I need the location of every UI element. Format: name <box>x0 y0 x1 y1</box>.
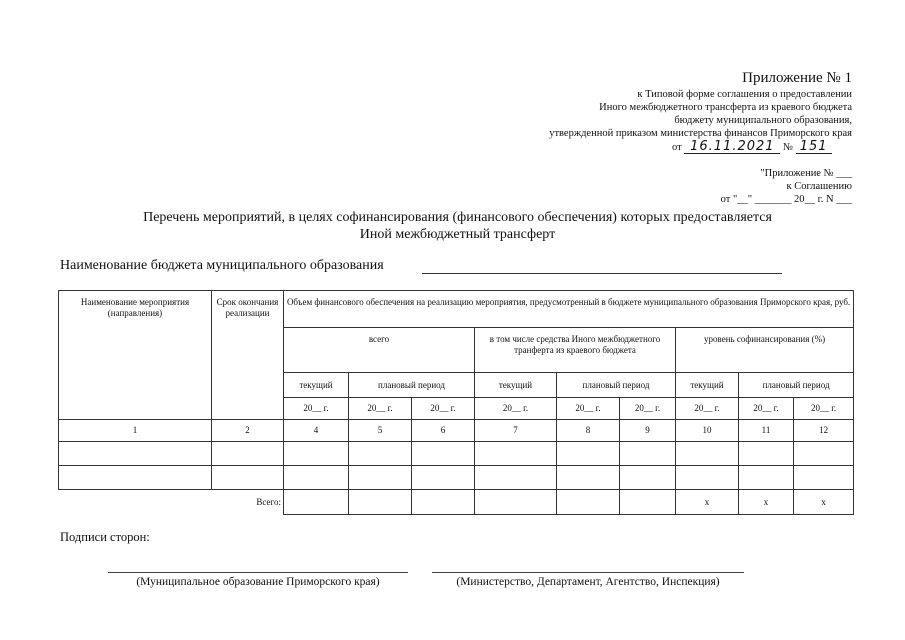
document-title <box>60 209 855 243</box>
x-mark: х <box>676 490 739 515</box>
approval-date-row <box>672 140 832 154</box>
appendix-line-4: утвержденной приказом министерства финансов Приморского края <box>549 128 852 139</box>
appendix-line-1: к Типовой форме соглашения о предоставлении <box>637 89 852 100</box>
header-year: 20__ г. <box>412 398 475 420</box>
header-year: 20__ г. <box>676 398 739 420</box>
table-cell[interactable] <box>349 490 412 515</box>
total-row <box>59 490 854 515</box>
table-cell[interactable] <box>620 490 676 515</box>
table-cell[interactable] <box>557 466 620 490</box>
appendix-line-3: бюджету муниципального образования, <box>674 115 852 126</box>
column-number: 10 <box>676 420 739 442</box>
header-group-total: всего <box>284 328 475 373</box>
table-cell[interactable] <box>412 466 475 490</box>
agreement-appendix-line: "Приложение № ___ <box>760 168 852 179</box>
header-event-name: Наименование мероприятия (направления) <box>59 291 212 420</box>
signature-left-caption: (Муниципальное образование Приморского края) <box>136 576 380 588</box>
table-cell[interactable] <box>676 442 739 466</box>
header-year: 20__ г. <box>475 398 557 420</box>
header-year: 20__ г. <box>284 398 349 420</box>
column-number: 1 <box>59 420 212 442</box>
signature-right-caption: (Министерство, Департамент, Агентство, Инспекция) <box>456 576 720 588</box>
table-cell[interactable] <box>59 466 212 490</box>
column-number: 11 <box>739 420 794 442</box>
table-cell[interactable] <box>59 442 212 466</box>
table-cell[interactable] <box>212 442 284 466</box>
table-cell[interactable] <box>284 442 349 466</box>
header-year: 20__ г. <box>739 398 794 420</box>
table-cell[interactable] <box>412 490 475 515</box>
agreement-appendix-block <box>592 167 852 206</box>
budget-name-row <box>60 258 384 274</box>
header-deadline: Срок окончания реализации <box>212 291 284 420</box>
signature-line-left <box>108 572 408 573</box>
appendix-title: Приложение № 1 <box>742 70 852 86</box>
table-cell[interactable] <box>620 442 676 466</box>
column-number: 8 <box>557 420 620 442</box>
table-cell[interactable] <box>739 466 794 490</box>
header-year: 20__ г. <box>794 398 854 420</box>
column-number: 12 <box>794 420 854 442</box>
table-cell[interactable] <box>475 442 557 466</box>
column-number: 6 <box>412 420 475 442</box>
budget-name-field <box>422 273 782 274</box>
table-cell[interactable] <box>794 442 854 466</box>
appendix-line-2: Иного межбюджетного трансферта из краевого бюджета <box>599 102 852 113</box>
title-line-1: Перечень мероприятий, в целях софинансирования (финансового обеспечения) которых предоставляется <box>143 210 772 225</box>
number-prefix: № <box>782 142 793 153</box>
column-number: 2 <box>212 420 284 442</box>
title-line-2: Иной межбюджетный трансферт <box>359 227 556 242</box>
header-financing-volume: Объем финансового обеспечения на реализацию мероприятия, предусмотренный в бюджете муниципального образования Приморского края, руб. <box>284 291 854 328</box>
events-table <box>58 290 854 515</box>
table-cell[interactable] <box>212 466 284 490</box>
appendix-description <box>432 88 852 140</box>
signatures-label: Подписи сторон: <box>60 530 150 544</box>
column-number-row <box>59 420 854 442</box>
table-cell[interactable] <box>739 442 794 466</box>
table-cell[interactable] <box>794 466 854 490</box>
header-group-transfer: в том числе средства Иного межбюджетного транферта из краевого бюджета <box>475 328 676 373</box>
agreement-date-line: от "__" _______ 20__ г. N ___ <box>720 194 852 205</box>
column-number: 9 <box>620 420 676 442</box>
approval-date: 16.11.2021 <box>684 140 780 154</box>
table-row <box>59 442 854 466</box>
table-cell[interactable] <box>475 466 557 490</box>
table-cell[interactable] <box>676 466 739 490</box>
table-cell[interactable] <box>284 490 349 515</box>
header-year: 20__ г. <box>557 398 620 420</box>
header-group-level: уровень софинансирования (%) <box>676 328 854 373</box>
table-header-row-1 <box>59 291 854 328</box>
table-cell[interactable] <box>412 442 475 466</box>
total-label: Всего: <box>59 490 284 515</box>
column-number: 4 <box>284 420 349 442</box>
header-year: 20__ г. <box>349 398 412 420</box>
header-year: 20__ г. <box>620 398 676 420</box>
header-planned: плановый период <box>557 373 676 398</box>
header-current: текущий <box>284 373 349 398</box>
agreement-line: к Соглашению <box>786 181 852 192</box>
header-planned: плановый период <box>739 373 854 398</box>
signature-line-right <box>432 572 744 573</box>
table-cell[interactable] <box>349 442 412 466</box>
date-prefix: от <box>672 142 682 153</box>
table-cell[interactable] <box>349 466 412 490</box>
table-row <box>59 466 854 490</box>
approval-number: 151 <box>796 140 832 154</box>
column-number: 7 <box>475 420 557 442</box>
header-current: текущий <box>676 373 739 398</box>
x-mark: х <box>739 490 794 515</box>
column-number: 5 <box>349 420 412 442</box>
table-cell[interactable] <box>475 490 557 515</box>
table-cell[interactable] <box>620 466 676 490</box>
x-mark: х <box>794 490 854 515</box>
table-cell[interactable] <box>557 442 620 466</box>
table-cell[interactable] <box>557 490 620 515</box>
budget-name-label: Наименование бюджета муниципального образования <box>60 258 384 273</box>
table-cell[interactable] <box>284 466 349 490</box>
header-planned: плановый период <box>349 373 475 398</box>
header-current: текущий <box>475 373 557 398</box>
